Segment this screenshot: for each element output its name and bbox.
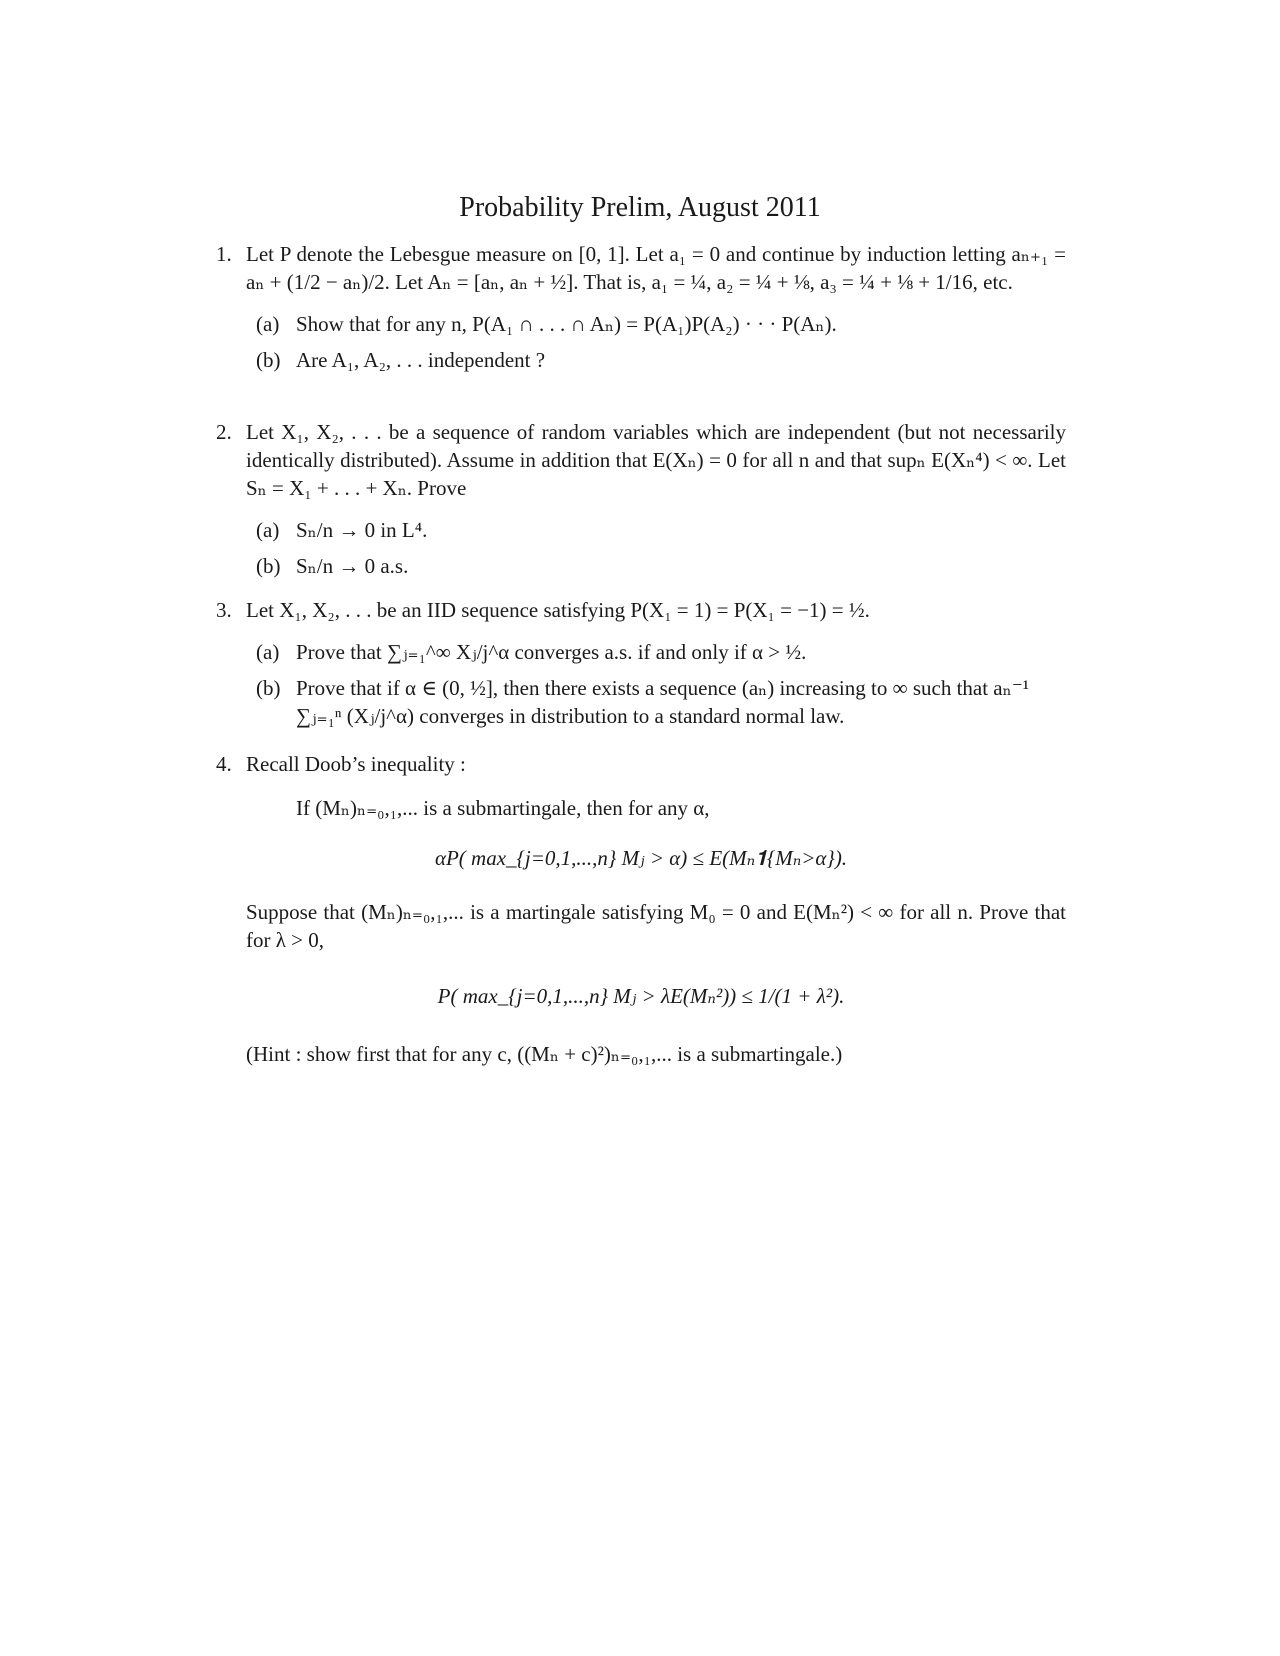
page-title: Probability Prelim, August 2011	[459, 192, 821, 223]
part-text: Show that for any n, P(A₁ ∩ . . . ∩ Aₙ) = P(A₁)P(A₂) · · · P(Aₙ).	[296, 312, 837, 336]
problem-part	[256, 310, 1066, 338]
problem-1	[216, 240, 1066, 374]
problem-text: Let X₁, X₂, . . . be a sequence of random variables which are independent (but not necessarily identically distributed). Assume in addition that E(Xₙ) = 0 for all n and that supₙ E(Xₙ⁴) < ∞. Let Sₙ = X₁ + . . . + Xₙ. Prove	[246, 420, 1066, 500]
problem-number: 1.	[216, 242, 232, 266]
hint-text: (Hint : show first that for any c, ((Mₙ + c)²)ₙ₌₀,₁,... is a submartingale.)	[246, 1042, 843, 1066]
problem-part	[256, 516, 1066, 544]
display-equation-doob: αP( max_{j=0,1,...,n} Mⱼ > α) ≤ E(Mₙ𝟏{Mₙ>α}).	[434, 846, 848, 870]
part-label: (a)	[256, 312, 280, 336]
part-label: (b)	[256, 676, 281, 700]
problem-text: Recall Doob’s inequality :	[246, 752, 466, 776]
problem-part	[256, 346, 1066, 374]
problem-text: Let X₁, X₂, . . . be an IID sequence satisfying P(X₁ = 1) = P(X₁ = −1) = ½.	[246, 598, 870, 622]
part-text: Sₙ/n → 0 in L⁴.	[296, 518, 428, 542]
part-label: (b)	[256, 554, 281, 578]
problem-part	[256, 552, 1066, 580]
display-equation-bound: P( max_{j=0,1,...,n} Mⱼ > λE(Mₙ²)) ≤ 1/(1 + λ²).	[437, 984, 845, 1008]
part-text: Are A₁, A₂, . . . independent ?	[296, 348, 546, 372]
problem-number: 2.	[216, 420, 232, 444]
continuation-text: Suppose that (Mₙ)ₙ₌₀,₁,... is a martingale satisfying M₀ = 0 and E(Mₙ²) < ∞ for all n. Prove that for λ > 0,	[246, 900, 1066, 952]
problem-number: 3.	[216, 598, 232, 622]
problem-3	[216, 596, 1066, 730]
problem-part	[256, 638, 1066, 666]
part-label: (a)	[256, 640, 280, 664]
problem-2	[216, 418, 1066, 580]
problem-part	[256, 674, 1066, 730]
problem-text: Let P denote the Lebesgue measure on [0, 1]. Let a₁ = 0 and continue by induction letting aₙ₊₁ = aₙ + (1/2 − aₙ)/2. Let Aₙ = [aₙ, aₙ + ½]. That is, a₁ = ¼, a₂ = ¼ + ⅛, a₃ = ¼ + ⅛ + 1/16, etc.	[246, 242, 1066, 294]
part-text: Prove that if α ∈ (0, ½], then there exists a sequence (aₙ) increasing to ∞ such that aₙ⁻¹ ∑ⱼ₌₁ⁿ (Xⱼ/j^α) converges in distribution to a standard normal law.	[296, 676, 1030, 728]
part-label: (b)	[256, 348, 281, 372]
part-text: Prove that ∑ⱼ₌₁^∞ Xⱼ/j^α converges a.s. if and only if α > ½.	[296, 640, 807, 664]
part-label: (a)	[256, 518, 280, 542]
problem-4	[216, 750, 1066, 1068]
part-text: Sₙ/n → 0 a.s.	[296, 554, 409, 578]
doob-statement: If (Mₙ)ₙ₌₀,₁,... is a submartingale, then for any α,	[296, 796, 710, 820]
problem-number: 4.	[216, 752, 232, 776]
